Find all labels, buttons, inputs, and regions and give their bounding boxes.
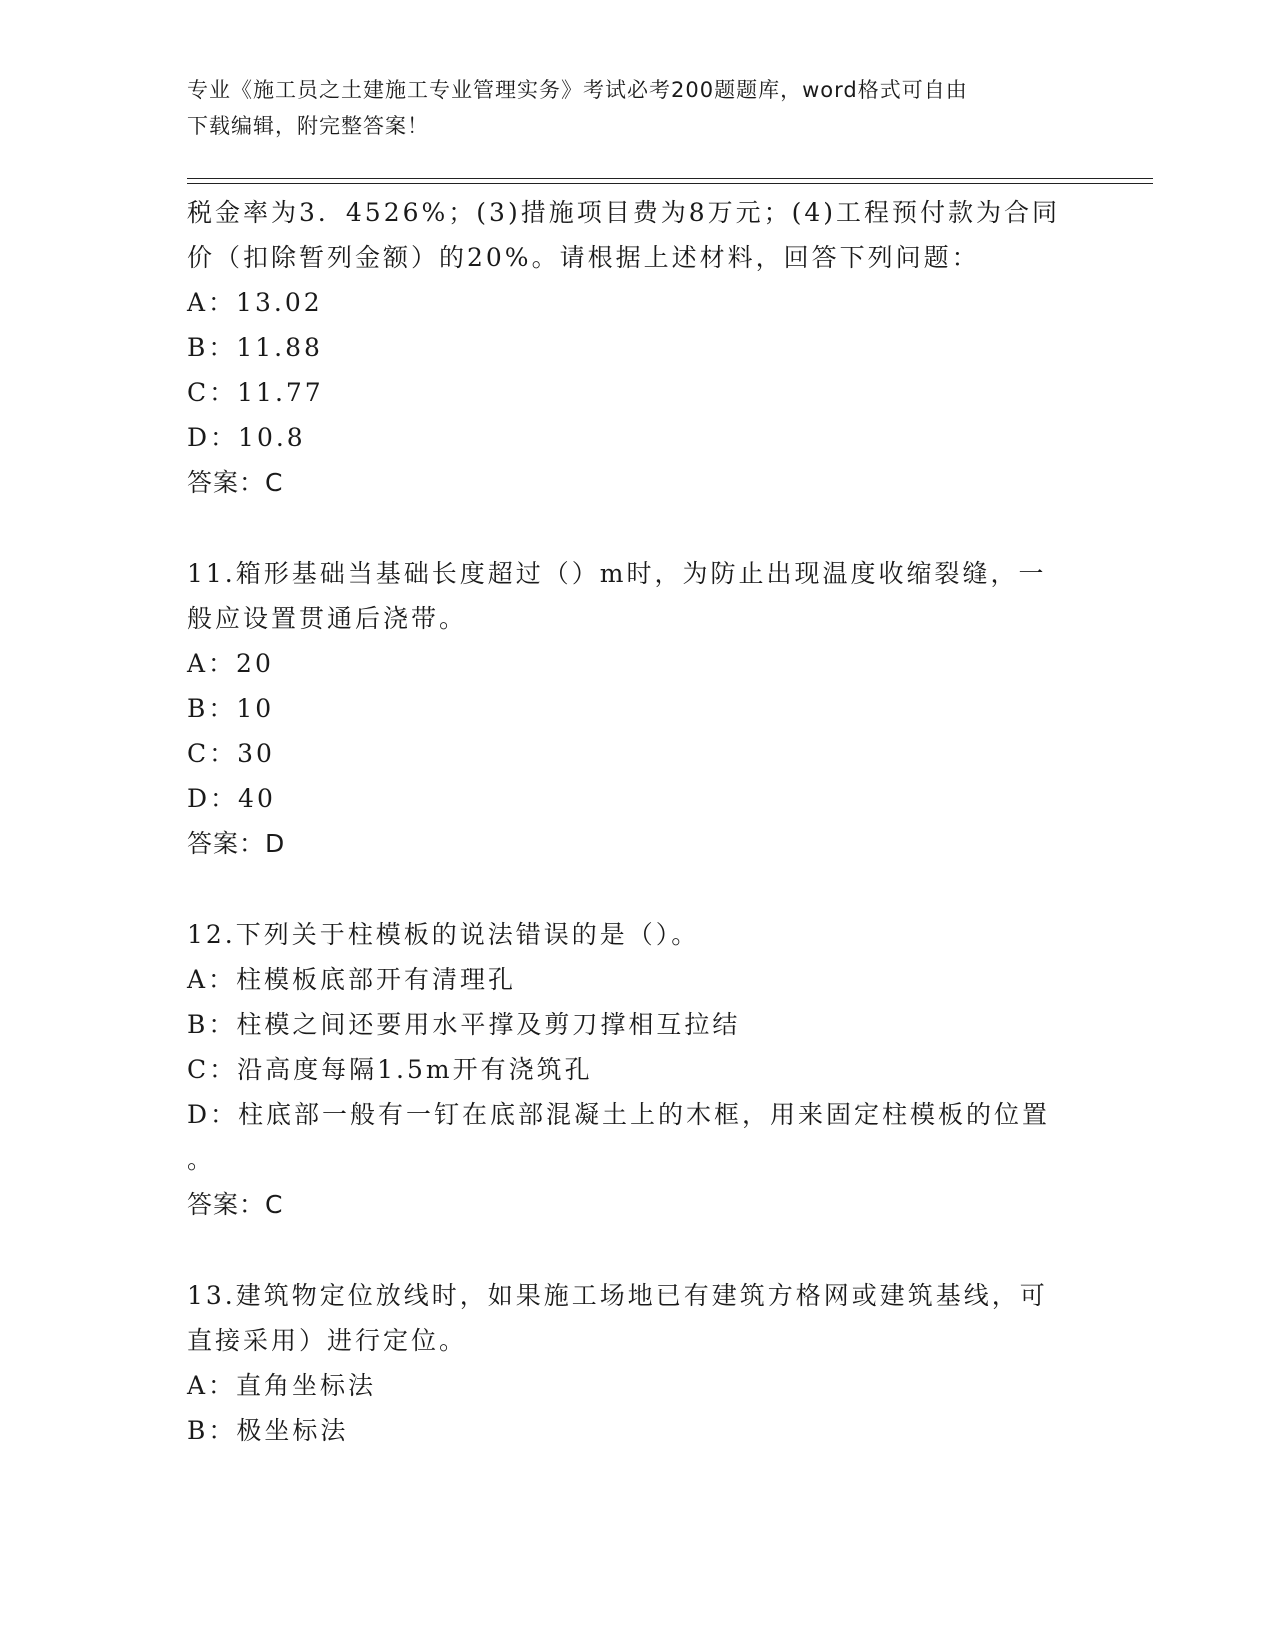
option-a: A：13.02 (187, 288, 323, 317)
option-c: C：沿高度每隔1.5m开有浇筑孔 (187, 1055, 593, 1084)
option-b: B：极坐标法 (187, 1416, 349, 1445)
option-a: A：柱模板底部开有清理孔 (187, 965, 517, 994)
option-b: B：11.88 (187, 333, 323, 362)
answer-line: 答案：C (187, 468, 284, 497)
question-13 (187, 1273, 1087, 1453)
question-stem: 直接采用）进行定位。 (187, 1326, 468, 1355)
answer-line: 答案：C (187, 1190, 284, 1219)
header-line-2: 下载编辑，附完整答案！ (187, 114, 429, 138)
header-divider-bottom (187, 183, 1153, 184)
question-text: 价（扣除暂列金额）的20%。请根据上述材料，回答下列问题： (187, 243, 980, 272)
option-b: B：柱模之间还要用水平撑及剪刀撑相互拉结 (187, 1010, 741, 1039)
question-text: 税金率为3．4526%；(3)措施项目费为8万元；(4)工程预付款为合同 (187, 198, 1061, 227)
option-d: D：10.8 (187, 423, 306, 452)
header-divider-top (187, 178, 1153, 179)
option-d: D：40 (187, 784, 276, 813)
document-header (187, 72, 1067, 144)
question-11 (187, 551, 1087, 866)
answer-line: 答案：D (187, 829, 286, 858)
question-12 (187, 912, 1087, 1227)
header-line-1: 专业《施工员之土建施工专业管理实务》考试必考200题题库，word格式可自由 (187, 78, 968, 102)
option-d-continued: 。 (187, 1145, 216, 1174)
question-stem: 11.箱形基础当基础长度超过（）m时，为防止出现温度收缩裂缝，一 (187, 559, 1047, 588)
question-stem: 般应设置贯通后浇带。 (187, 604, 468, 633)
option-c: C：30 (187, 739, 275, 768)
option-a: A：直角坐标法 (187, 1371, 377, 1400)
option-a: A：20 (187, 649, 274, 678)
option-d: D：柱底部一般有一钉在底部混凝土上的木框，用来固定柱模板的位置 (187, 1100, 1051, 1129)
question-stem: 12.下列关于柱模板的说法错误的是（）。 (187, 920, 700, 949)
question-10-continued (187, 190, 1087, 505)
question-stem: 13.建筑物定位放线时，如果施工场地已有建筑方格网或建筑基线，可 (187, 1281, 1048, 1310)
option-b: B：10 (187, 694, 275, 723)
option-c: C：11.77 (187, 378, 324, 407)
question-list (187, 190, 1087, 1453)
